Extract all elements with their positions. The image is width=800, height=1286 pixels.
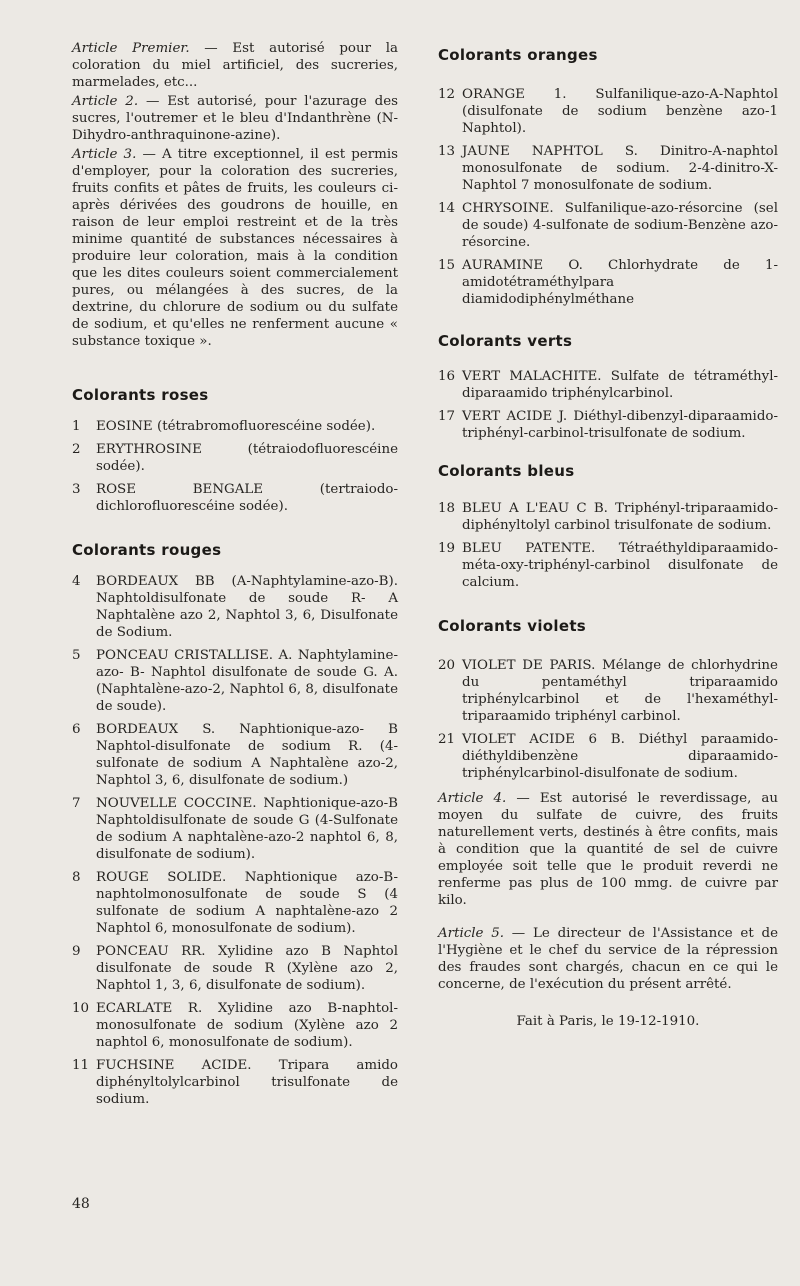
- article-2: Article 2. — Est autorisé, pour l'azurage des sucres, l'outremer et le bleu d'Indanthrène (N- Dihydro-anthraquinone-azine).: [72, 94, 399, 143]
- list-item: 7 NOUVELLE COCCINE. Naphtionique-azo-B Naphtoldisulfonate de soude G (4-Sulfonate de sodium A naphtalène-azo-2 naphtol 6, 8, disulfonate de sodium).: [72, 796, 398, 862]
- list-item: 15 AURAMINE O. Chlorhydrate de 1-amidotétraméthylpara diamidodiphénylméthane: [438, 258, 778, 307]
- article-4: Article 4. — Est autorisé le reverdissage, au moyen du sulfate de cuivre, des fruits naturellement verts, destinés à être confits, mais à condition que la quantité de sel de cuivre employée soit telle que le produit reverdi ne renferme pas plus de 100 mmg. de cuivre par kilo.: [438, 791, 778, 908]
- signature-line: Fait à Paris, le 19-12-1910.: [516, 1014, 700, 1029]
- list-item: 14 CHRYSOINE. Sulfanilique-azo-résorcine (sel de soude) 4-sulfonate de sodium-Benzène azo-résorcine.: [438, 201, 778, 250]
- list-violets: [438, 657, 778, 782]
- section-title-roses: Colorants roses: [72, 386, 209, 404]
- list-rouges: [72, 573, 398, 1108]
- page-number: 48: [72, 1196, 90, 1212]
- list-item: 3 ROSE BENGALE (tertraiodo-dichlorofluorescéine sodée).: [72, 482, 398, 514]
- list-item: 9 PONCEAU RR. Xylidine azo B Naphtol disulfonate de soude R (Xylène azo 2, Naphtol 1, 3, 6, disulfonate de sodium).: [72, 944, 398, 993]
- list-item: 5 PONCEAU CRISTALLISE. A. Naphtylamine-azo- B- Naphtol disulfonate de soude G. A. (Naphtalène-azo-2, Naphtol 6, 8, disulfonate de soude).: [72, 648, 398, 714]
- list-item: 10 ECARLATE R. Xylidine azo B-naphtol-monosulfonate de sodium (Xylène azo 2 naphtol 6, monosulfonate de sodium).: [72, 1001, 398, 1050]
- list-item: 2 ERYTHROSINE (tétraiodofluorescéine sodée).: [72, 442, 398, 474]
- list-verts: [438, 368, 778, 442]
- list-item: 1 EOSINE (tétrabromofluorescéine sodée).: [72, 419, 376, 434]
- list-oranges: [438, 86, 778, 308]
- article-5: Article 5. — Le directeur de l'Assistance et de l'Hygiène et le chef du service de la répression des fraudes sont chargés, chacun en ce qui le concerne, de l'exécution du présent arrêté.: [438, 926, 778, 992]
- list-item: 13 JAUNE NAPHTOL S. Dinitro-A-naphtol monosulfonate de sodium. 2-4-dinitro-X-Naphtol 7 monosulfonate de sodium.: [438, 144, 778, 193]
- list-item: 20 VIOLET DE PARIS. Mélange de chlorhydrine du pentaméthyl triparaamido triphénylcarbinol et de l'hexaméthyl-triparaamido triphényl carbinol.: [438, 658, 778, 724]
- list-item: 11 FUCHSINE ACIDE. Tripara amido diphényltolylcarbinol trisulfonate de sodium.: [72, 1058, 398, 1107]
- section-title-verts: Colorants verts: [438, 332, 573, 350]
- section-title-bleus: Colorants bleus: [438, 462, 575, 480]
- list-item: 16 VERT MALACHITE. Sulfate de tétraméthyl-diparaamido triphénylcarbinol.: [438, 369, 778, 401]
- list-item: 18 BLEU A L'EAU C B. Triphényl-triparaamido-diphényltolyl carbinol trisulfonate de sodium.: [438, 501, 778, 533]
- list-item: 8 ROUGE SOLIDE. Naphtionique azo-B-naphtolmonosulfonate de soude S (4 sulfonate de sodium A naphtalène-azo 2 Naphtol 6, monosulfonate de sodium).: [72, 870, 398, 936]
- article-1: Article Premier. — Est autorisé pour la coloration du miel artificiel, des sucreries, marmelades, etc...: [72, 41, 398, 90]
- list-item: 12 ORANGE 1. Sulfanilique-azo-A-Naphtol (disulfonate de sodium benzène azo-1 Naphtol).: [438, 87, 778, 136]
- section-title-oranges: Colorants oranges: [438, 46, 598, 64]
- list-item: 4 BORDEAUX BB (A-Naphtylamine-azo-B). Naphtoldisulfonate de soude R- A Naphtalène azo 2, Naphtol 3, 6, Disulfonate de Sodium.: [72, 574, 398, 640]
- left-column: [72, 40, 398, 1114]
- list-item: 21 VIOLET ACIDE 6 B. Diéthyl paraamido-diéthyldibenzène diparaamido-triphénylcarbinol-disulfonate de sodium.: [438, 732, 778, 781]
- section-title-violets: Colorants violets: [438, 617, 587, 635]
- list-item: 19 BLEU PATENTE. Tétraéthyldiparaamido-méta-oxy-triphényl-carbinol disulfonate de calcium.: [438, 541, 778, 590]
- article-3: Article 3. — A titre exceptionnel, il est permis d'employer, pour la coloration des sucreries, fruits confits et pâtes de fruits, les couleurs ci-après dérivées des goudrons de houille, en raison de leur emploi restreint et de la très minime quantité de substances nécessaires à produire leur coloration, mais à la condition que les dites couleurs soient commercialement pures, ou mélangées à des sucres, de la dextrine, du chlorure de sodium ou du sulfate de sodium, et qu'elles ne renferment aucune « substance toxique ».: [72, 147, 398, 349]
- list-item: 6 BORDEAUX S. Naphtionique-azo- B Naphtol-disulfonate de sodium R. (4-sulfonate de sodium A Naphtalène azo-2, Naphtol 3, 6, disulfonate de sodium.): [72, 722, 398, 788]
- right-column: [438, 40, 778, 1030]
- section-title-rouges: Colorants rouges: [72, 541, 222, 559]
- list-bleus: [438, 500, 778, 591]
- list-roses: [72, 418, 398, 515]
- list-item: 17 VERT ACIDE J. Diéthyl-dibenzyl-diparaamido-triphényl-carbinol-trisulfonate de sodium.: [438, 409, 778, 441]
